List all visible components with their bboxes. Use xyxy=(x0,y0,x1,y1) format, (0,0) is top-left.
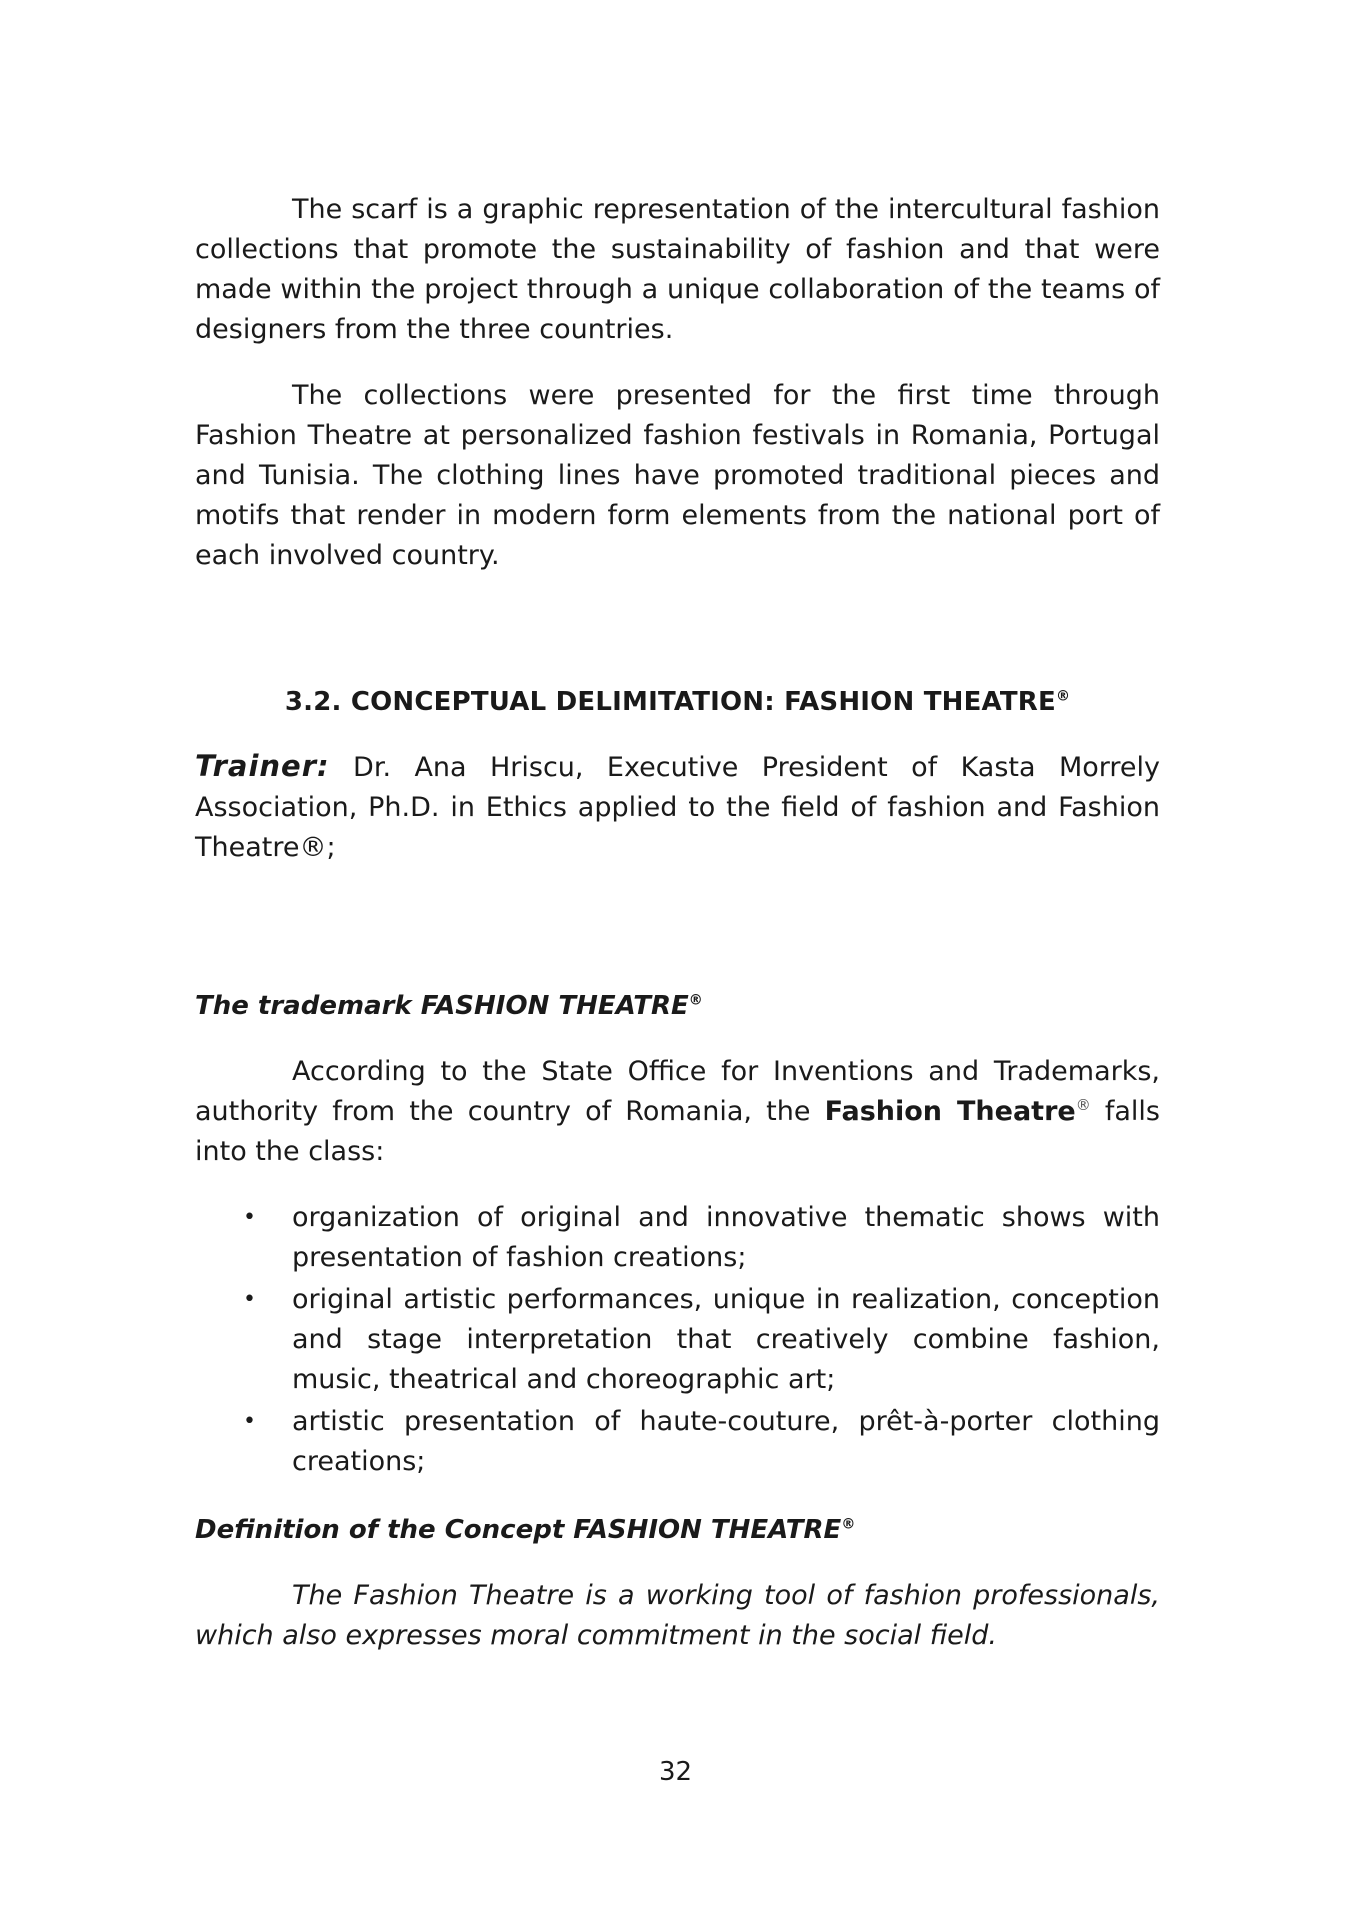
section-title xyxy=(195,682,1160,722)
document-page xyxy=(195,190,1160,1656)
trainer-text: Dr. Ana Hriscu, Executive President of Kasta Morrely Association, Ph.D. in Ethics applied to the field of fashion and Fashion Theatre®; xyxy=(195,752,1160,863)
definition-heading xyxy=(195,1510,1160,1550)
list-item-text: organization of original and innovative thematic shows with presentation of fashion creations; xyxy=(292,1202,1160,1273)
list-item xyxy=(195,1280,1160,1400)
registered-mark: ® xyxy=(688,992,703,1009)
list-item-text: original artistic performances, unique in realization, conception and stage interpretation that creatively combine fashion, music, theatrical and choreographic art; xyxy=(292,1284,1160,1395)
bullet-icon: • xyxy=(243,1409,256,1434)
definition-heading-text: Definition of the Concept FASHION THEATRE xyxy=(195,1515,842,1545)
trademark-intro-before: According to the State Office for Inventions and Trademarks, authority from the country of Romania, the xyxy=(195,1056,1160,1127)
trainer-label: Trainer: xyxy=(195,749,330,783)
registered-mark: ® xyxy=(1075,1096,1091,1114)
trademark-intro xyxy=(195,1052,1160,1172)
paragraph-scarf: The scarf is a graphic representation of the intercultural fashion collections that promote the sustainability of fashion and that were made within the project through a unique collaboration of the teams of designers from the three countries. xyxy=(195,194,1160,345)
registered-mark: ® xyxy=(1055,688,1071,705)
list-item xyxy=(195,1402,1160,1482)
registered-mark: ® xyxy=(841,1516,856,1533)
section-title-text: 3.2. CONCEPTUAL DELIMITATION: FASHION THEATRE xyxy=(284,687,1056,717)
trademark-class-list xyxy=(195,1198,1160,1482)
page-number: 32 xyxy=(658,1757,693,1787)
trainer-paragraph xyxy=(195,746,1160,868)
definition-text: The Fashion Theatre is a working tool of fashion professionals, which also expresses moral commitment in the social field. xyxy=(195,1580,1160,1651)
list-item-text: artistic presentation of haute-couture, prêt-à-porter clothing creations; xyxy=(292,1406,1160,1477)
trademark-intro-bold: Fashion Theatre xyxy=(824,1096,1076,1127)
trademark-intro-after: falls into the class: xyxy=(195,1096,1160,1167)
trademark-heading xyxy=(195,986,1160,1026)
bullet-icon: • xyxy=(243,1287,256,1312)
paragraph-collections: The collections were presented for the first time through Fashion Theatre at personalized fashion festivals in Romania, Portugal and Tunisia. The clothing lines have promoted traditional pieces and motifs that render in modern form elements from the national port of each involved country. xyxy=(195,380,1160,571)
bullet-icon: • xyxy=(243,1205,256,1230)
list-item xyxy=(195,1198,1160,1278)
trademark-heading-text: The trademark FASHION THEATRE xyxy=(195,991,689,1021)
